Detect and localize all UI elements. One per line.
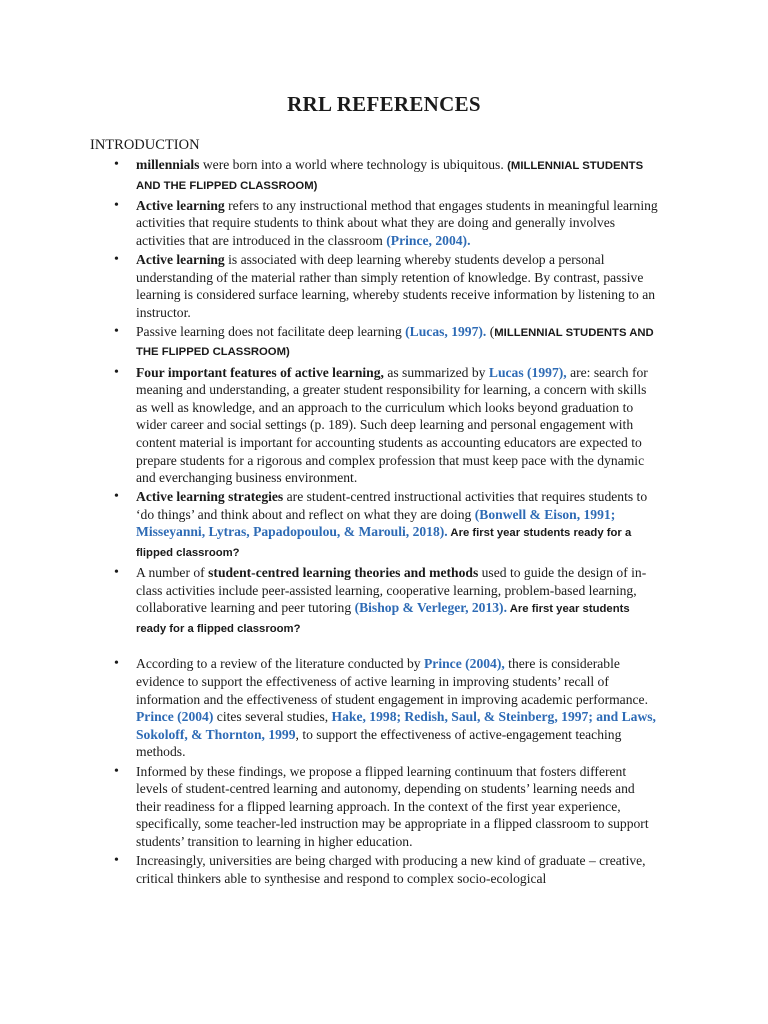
list-item: • Increasingly, universities are being charged with producing a new kind of graduate – creative, critical thinkers able to synthesise and respond to complex socio-ecological [136, 852, 660, 887]
bullet-list [90, 156, 660, 887]
page-title: RRL REFERENCES [287, 92, 481, 116]
list-item: • A number of student-centred learning theories and methods used to guide the design of in-class activities include peer-assisted learning, cooperative learning, problem-based learning, collaborative learning and peer tutoring (Bishop & Verleger, 2013). Are first year students ready for a flipped classroom? [136, 564, 660, 638]
list-item: • millennials were born into a world where technology is ubiquitous. (MILLENNIAL STUDENTS AND THE FLIPPED CLASSROOM) [136, 156, 660, 195]
citation: (Lucas, 1997). [405, 323, 487, 339]
citation: (Bishop & Verleger, 2013). [354, 600, 507, 616]
list-item: • Four important features of active learning, as summarized by Lucas (1997), are: search for meaning and understanding, a greater student responsibility for learning, a concern with skills as well as knowledge, and an approach to the curriculum which looks beyond graduation to wider career and social settings (p. 189). Such deep learning and personal engagement with content material is important for accounting students as accounting educators are expected to prepare students for a rigorous and complex profession that must keep pace with the dynamic and everchanging business environment. [136, 364, 660, 487]
citation: Prince (2004), [424, 656, 505, 672]
section-heading: INTRODUCTION [90, 137, 200, 153]
list-item: • Passive learning does not facilitate deep learning (Lucas, 1997). (MILLENNIAL STUDENTS AND THE FLIPPED CLASSROOM) [136, 323, 660, 362]
citation: Prince (2004) [136, 709, 214, 725]
citation: (Bonwell & Eison, 1991; Misseyanni, Lytras, Papadopoulou, & Marouli, 2018). [136, 506, 616, 540]
list-item: • According to a review of the literature conducted by Prince (2004), there is considerable evidence to support the effectiveness of active learning in improving students’ recall of information and the effectiveness of student engagement in improving academic performance. Prince (2004) cites several studies, Hake, 1998; Redish, Saul, & Steinberg, 1997; and Laws, Sokoloff, & Thornton, 1999, to support the effectiveness of active-engagement teaching methods. [136, 655, 660, 761]
citation: Hake, 1998; Redish, Saul, & Steinberg, 1997; and Laws, Sokoloff, & Thornton, 1999 [136, 709, 656, 742]
list-item: • Active learning is associated with deep learning whereby students develop a personal understanding of the material rather than simply retention of knowledge. By contrast, passive learning is considered surface learning, whereby students receive information by listening to an instructor. [136, 251, 660, 321]
list-item: • Active learning refers to any instructional method that engages students in meaningful learning activities that require students to think about what they are doing and generally involves activities that are introduced in the classroom (Prince, 2004). [136, 197, 660, 250]
list-item: • Informed by these findings, we propose a flipped learning continuum that fosters different levels of student-centred learning and autonomy, depending on students’ learning needs and their readiness for a flipped learning approach. In the context of the first year experience, specifically, some teacher-led instruction may be appropriate in a flipped classroom to support students’ transition to learning in higher education. [136, 763, 660, 851]
citation: (Prince, 2004) [386, 232, 468, 248]
citation: Lucas (1997), [488, 364, 567, 380]
list-item: • Active learning strategies are student-centred instructional activities that requires students to ‘do things’ and think about and reflect on what they are doing (Bonwell & Eison, 1991; Misseyanni, Lytras, Papadopoulou, & Marouli, 2018). Are first year students ready for a flipped classroom? [136, 488, 660, 562]
